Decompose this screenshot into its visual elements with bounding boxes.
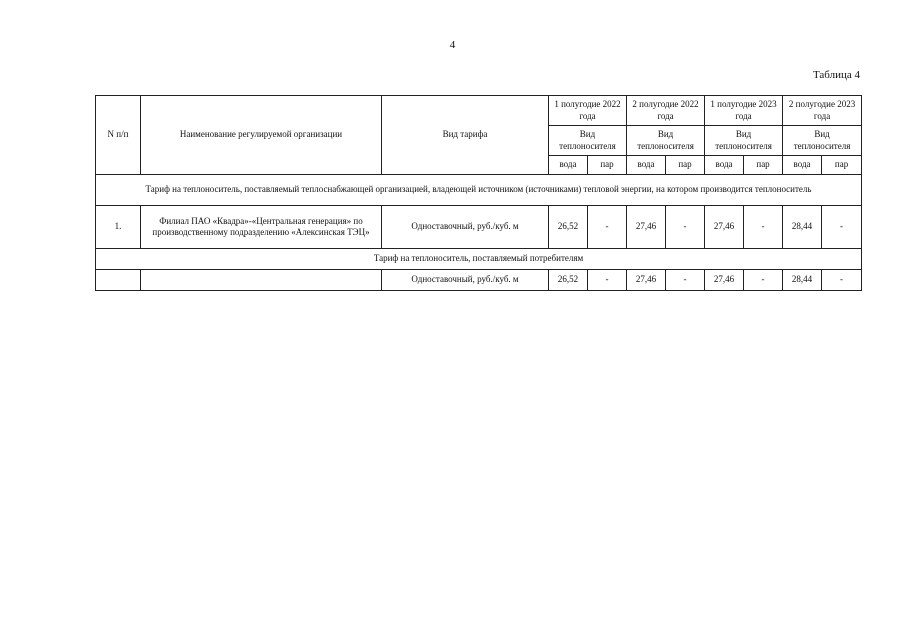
header-carrier-type: Вид теплоносителя <box>705 126 783 156</box>
header-period-1: 1 полугодие 2022 года <box>549 96 627 126</box>
value-cell: 27,46 <box>627 270 666 291</box>
header-steam: пар <box>744 156 783 175</box>
header-carrier-type: Вид теплоносителя <box>627 126 705 156</box>
value-cell: 27,46 <box>705 270 744 291</box>
value-cell: - <box>588 270 627 291</box>
row-tariff: Одноставочный, руб./куб. м <box>382 270 549 291</box>
value-cell: - <box>744 206 783 249</box>
table-caption: Таблица 4 <box>812 69 860 81</box>
header-period-3: 1 полугодие 2023 года <box>705 96 783 126</box>
tariff-table <box>95 95 862 291</box>
section-row <box>96 175 862 206</box>
header-tariff-type: Вид тарифа <box>382 96 549 175</box>
header-steam: пар <box>822 156 862 175</box>
header-carrier-type: Вид теплоносителя <box>549 126 627 156</box>
header-steam: пар <box>588 156 627 175</box>
value-cell: - <box>588 206 627 249</box>
section-title-consumers: Тариф на теплоноситель, поставляемый потребителям <box>96 249 862 270</box>
value-cell: 26,52 <box>549 206 588 249</box>
header-water: вода <box>549 156 588 175</box>
header-water: вода <box>783 156 822 175</box>
value-cell: - <box>822 206 862 249</box>
header-row-periods <box>96 96 862 126</box>
value-cell: - <box>666 206 705 249</box>
header-steam: пар <box>666 156 705 175</box>
row-num: 1. <box>96 206 141 249</box>
header-water: вода <box>705 156 744 175</box>
value-cell: 28,44 <box>783 206 822 249</box>
value-cell: 27,46 <box>627 206 666 249</box>
value-cell: 28,44 <box>783 270 822 291</box>
header-carrier-type: Вид теплоносителя <box>783 126 862 156</box>
table-row <box>96 270 862 291</box>
value-cell: - <box>744 270 783 291</box>
row-num <box>96 270 141 291</box>
value-cell: - <box>822 270 862 291</box>
section-row <box>96 249 862 270</box>
value-cell: - <box>666 270 705 291</box>
row-organization <box>141 270 382 291</box>
row-organization: Филиал ПАО «Квадра»-«Центральная генерация» по производственному подразделению «Алексинская ТЭЦ» <box>141 206 382 249</box>
section-title-source: Тариф на теплоноситель, поставляемый теплоснабжающей организацией, владеющей источником (источниками) тепловой энергии, на котором производится теплоноситель <box>96 175 862 206</box>
value-cell: 26,52 <box>549 270 588 291</box>
value-cell: 27,46 <box>705 206 744 249</box>
header-num: N п/п <box>96 96 141 175</box>
table-row <box>96 206 862 249</box>
header-water: вода <box>627 156 666 175</box>
row-tariff: Одноставочный, руб./куб. м <box>382 206 549 249</box>
header-organization: Наименование регулируемой организации <box>141 96 382 175</box>
header-period-4: 2 полугодие 2023 года <box>783 96 862 126</box>
header-period-2: 2 полугодие 2022 года <box>627 96 705 126</box>
page-number: 4 <box>449 39 456 51</box>
